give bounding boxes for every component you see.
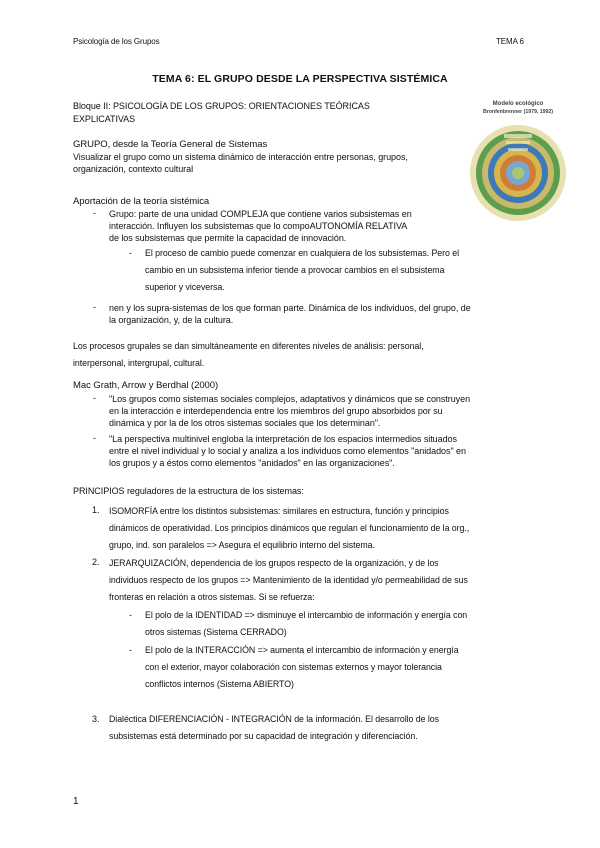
principio-interaccion bbox=[145, 642, 535, 693]
procesos-line: Los procesos grupales se dan simultáneamente en diferentes niveles de análisis: personal, bbox=[73, 341, 424, 351]
grupo-line: Visualizar el grupo como un sistema dinámico de interacción entre personas, grupos, bbox=[73, 152, 408, 162]
list-number: 1. bbox=[92, 505, 100, 515]
principio-line: dinámicos de operatividad. Los principios dinámicos que regulan el funcionamiento de la org., bbox=[109, 523, 470, 533]
macgrath-heading: Mac Grath, Arrow y Berdhal (2000) bbox=[73, 380, 219, 391]
list-number: 3. bbox=[92, 714, 100, 724]
principio-line: JERARQUIZACIÓN, dependencia de los grupos respecto de la organización, y de los bbox=[109, 558, 439, 568]
page-number: 1 bbox=[73, 796, 79, 807]
bullet-line: la organización, y, de la cultura. bbox=[109, 315, 234, 325]
sub-principio-line: El polo de la IDENTIDAD => disminuye el intercambio de información y energía con bbox=[145, 610, 468, 620]
aportacion-bullet-1 bbox=[109, 208, 509, 244]
quote-line: en la interacción e interdependencia entre los miembros del grupo absorbidos por su bbox=[109, 406, 443, 416]
quote-line: entre el nivel individual y lo social y analiza a los individuos como elementos "anidados" en bbox=[109, 446, 466, 456]
bullet-dash: - bbox=[93, 208, 96, 218]
quote-line: los grupos y a éstos como elementos "anidados" en las organizaciones". bbox=[109, 458, 395, 468]
procesos-paragraph bbox=[73, 338, 523, 372]
bloque-line: EXPLICATIVAS bbox=[73, 114, 136, 124]
principio-line: Dialéctica DIFERENCIACIÓN - INTEGRACIÓN de la información. El desarrollo de los bbox=[109, 714, 439, 724]
bullet-line: interacción. Influyen los subsistemas que lo compoAUTONOMÍA RELATIVA bbox=[109, 221, 408, 231]
aportacion-heading: Aportación de la teoría sistémica bbox=[73, 196, 210, 207]
procesos-line: interpersonal, intergrupal, cultural. bbox=[73, 358, 205, 368]
aportacion-bullet-2 bbox=[109, 302, 529, 326]
grupo-line: organización, contexto cultural bbox=[73, 164, 194, 174]
bullet-line: nen y los supra-sistemas de los que forman parte. Dinámica de los individuos, del grupo, de bbox=[109, 303, 471, 313]
sub-bullet-dash: - bbox=[129, 645, 132, 655]
bloque-line: Bloque II: PSICOLOGÍA DE LOS GRUPOS: ORIENTACIONES TEÓRICAS bbox=[73, 101, 370, 111]
document-title: TEMA 6: EL GRUPO DESDE LA PERSPECTIVA SISTÉMICA bbox=[152, 73, 448, 85]
aportacion-sub-bullet bbox=[145, 245, 525, 296]
sub-principio-line: conflictos internos (Sistema ABIERTO) bbox=[145, 679, 294, 689]
principio-line: grupo, ind. son paralelos => Asegura el equilibrio interno del sistema. bbox=[109, 540, 375, 550]
sub-bullet-dash: - bbox=[129, 610, 132, 620]
principio-diferenciacion bbox=[109, 711, 539, 745]
macgrath-quote-1 bbox=[109, 393, 529, 429]
principio-line: fronteras en relación a otros sistemas. Si se refuerza: bbox=[109, 592, 315, 602]
principio-line: subsistemas está determinado por su capacidad de integración y diferenciación. bbox=[109, 731, 418, 741]
principio-jerarquizacion bbox=[109, 555, 539, 606]
bullet-line: Grupo: parte de una unidad COMPLEJA que contiene varios subsistemas en bbox=[109, 209, 412, 219]
header-right: TEMA 6 bbox=[496, 37, 524, 46]
figure-caption-title: Modelo ecológico bbox=[492, 101, 544, 107]
sub-bullet-dash: - bbox=[129, 248, 132, 258]
bullet-line: de los subsistemas que permite la capacidad de innovación. bbox=[109, 233, 347, 243]
grupo-section bbox=[73, 139, 473, 175]
figure-caption-author: Bronfenbrenner (1979, 1992) bbox=[482, 109, 554, 115]
principio-identidad bbox=[145, 607, 535, 641]
individual-core bbox=[512, 167, 524, 179]
macgrath-quote-2 bbox=[109, 433, 529, 469]
sub-principio-line: otros sistemas (Sistema CERRADO) bbox=[145, 627, 287, 637]
bloque-heading bbox=[73, 100, 453, 126]
principio-line: individuos respecto de los grupos => Mantenimiento de la identidad y/o permeabilidad de sus bbox=[109, 575, 468, 585]
quote-line: "Los grupos como sistemas sociales complejos, adaptativos y dinámicos que se construyen bbox=[109, 394, 471, 404]
bullet-dash: - bbox=[93, 393, 96, 403]
principio-isomorfia bbox=[109, 503, 539, 554]
principio-line: ISOMORFÍA entre los distintos subsistemas: similares en estructura, función y principios bbox=[109, 506, 449, 516]
sub-principio-line: El polo de la INTERACCIÓN => aumenta el intercambio de información y energía bbox=[145, 645, 459, 655]
sub-bullet-line: El proceso de cambio puede comenzar en cualquiera de los subsistemas. Pero el bbox=[145, 248, 459, 258]
principios-heading: PRINCIPIOS reguladores de la estructura de los sistemas: bbox=[73, 486, 304, 496]
sub-principio-line: con el exterior, mayor colaboración con sistemas externos y mayor tolerancia bbox=[145, 662, 442, 672]
list-number: 2. bbox=[92, 557, 100, 567]
bullet-dash: - bbox=[93, 433, 96, 443]
header-left: Psicología de los Grupos bbox=[73, 37, 160, 46]
grupo-heading: GRUPO, desde la Teoría General de Sistemas bbox=[73, 139, 268, 150]
quote-line: "La perspectiva multinivel engloba la interpretación de los espacios intermedios situados bbox=[109, 434, 457, 444]
sub-bullet-line: superior y viceversa. bbox=[145, 282, 225, 292]
quote-line: dinámica y por la de los otros sistemas sociales que los determinan". bbox=[109, 418, 381, 428]
bullet-dash: - bbox=[93, 302, 96, 312]
sub-bullet-line: cambio en un subsistema inferior tiende a provocar cambios en el subsistema bbox=[145, 265, 445, 275]
